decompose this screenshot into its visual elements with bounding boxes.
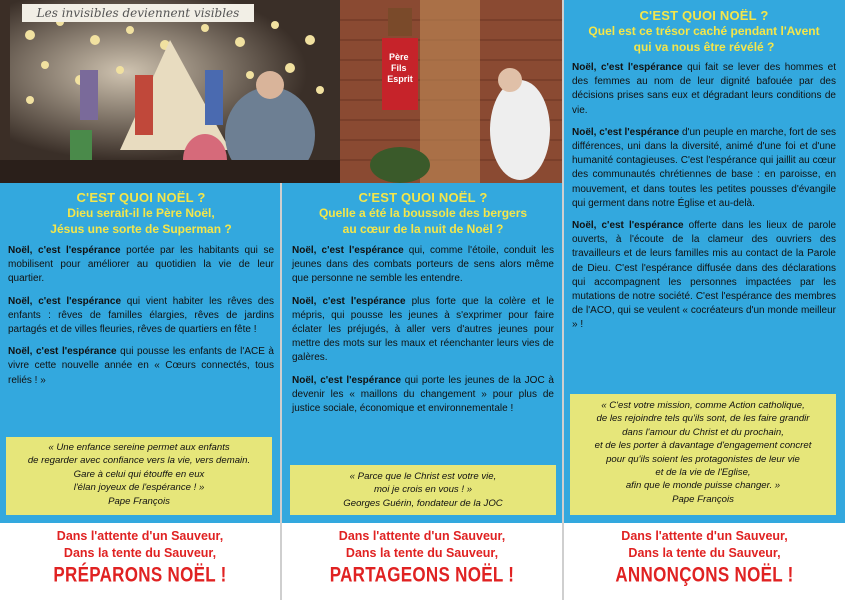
col1-heading: C'EST QUOI NOËL ? — [76, 190, 206, 205]
col2-paragraph — [292, 244, 554, 287]
sign-text — [387, 52, 413, 84]
quote-line: l'élan joyeux de l'espérance ! » — [73, 482, 205, 494]
col2-content — [292, 190, 554, 424]
lead-text: Noël, c'est l'espérance — [572, 220, 684, 232]
col1-subheading: Jésus une sorte de Superman ? — [50, 222, 232, 236]
col1-body — [8, 244, 274, 388]
lead-text: Noël, c'est l'espérance — [292, 374, 402, 386]
col2-subheading: Quelle a été la boussole des bergers — [318, 206, 528, 220]
col3-paragraph — [572, 61, 836, 118]
footer-line: Dans l'attente d'un Sauveur, — [338, 529, 506, 543]
col3-content — [572, 8, 836, 341]
column-divider — [562, 0, 564, 600]
quote-line: et de les porter à davantage d'engagement concret — [594, 440, 812, 452]
sign-word: Esprit — [387, 74, 413, 84]
col2-paragraph — [292, 374, 554, 417]
para-text: portée par les habitants qui se mobilisent pour améliorer au quotidien la vie de leur quartier. — [8, 245, 274, 285]
banner-text: Les invisibles deviennent visibles — [22, 4, 254, 22]
footer-line: Dans la tente du Sauveur, — [345, 546, 499, 560]
nativity-photo — [0, 0, 562, 183]
footer-line: Dans l'attente d'un Sauveur, — [621, 529, 788, 543]
footer-line: Dans la tente du Sauveur, — [628, 546, 781, 560]
col2-subheading: au cœur de la nuit de Noël ? — [342, 222, 504, 236]
quote-line: pour qu'ils soient les protagonistes de leur vie — [606, 453, 800, 465]
col3-subheading: Quel est ce trésor caché pendant l'Avent — [588, 24, 820, 38]
quote-author: Georges Guérin, fondateur de la JOC — [343, 497, 503, 509]
lead-text: Noël, c'est l'espérance — [8, 245, 121, 256]
lead-text: Noël, c'est l'espérance — [572, 62, 683, 73]
col2-heading: C'EST QUOI NOËL ? — [358, 190, 488, 205]
col1-quote — [6, 437, 272, 515]
quote-author: Pape François — [672, 493, 734, 505]
footer-line: Dans la tente du Sauveur, — [63, 546, 217, 560]
col3-subheading: qui va nous être révélé ? — [633, 40, 775, 54]
quote-line: afin que le monde puisse changer. » — [625, 480, 781, 492]
quote-line: moi je crois en vous ! » — [373, 484, 473, 496]
col1-footer — [0, 528, 280, 588]
para-text: d'un peuple en marche, fort de ses différences, uni dans la diversité, animé d'une foi et d'une humanité contagieuses. C'est l'espérance qui jaillit au cœur des communautés chrétiennes de base : en paroisse, en mouvement, et dans toutes les petites pousses d'évangile qui germent dans notre Église et au-delà. — [572, 126, 837, 209]
quote-line: « Une enfance sereine permet aux enfants — [48, 442, 230, 453]
sign-word: Fils — [390, 63, 407, 73]
col2-body — [292, 244, 554, 416]
quote-line: « C'est votre mission, comme Action catholique, — [601, 400, 805, 411]
quote-line: Gare à celui qui étouffe en eux — [73, 468, 205, 480]
col1-paragraph — [8, 295, 274, 338]
footer-title: PARTAGEONS NOËL ! — [329, 562, 515, 587]
lead-text: Noël, c'est l'espérance — [8, 295, 122, 307]
quote-line: de les rejoindre tels qu'ils sont, de les faire grandir — [596, 413, 810, 425]
col3-paragraph — [572, 126, 836, 211]
lead-text: Noël, c'est l'espérance — [8, 346, 117, 358]
col1-paragraph — [8, 244, 274, 287]
lead-text: Noël, c'est l'espérance — [572, 126, 680, 138]
para-text: qui, comme l'étoile, conduit les jeunes dans des combats porteurs de sens alors même que personne ne semble les entendre. — [292, 245, 554, 285]
col1-paragraph — [8, 345, 274, 388]
col3-paragraph — [572, 219, 836, 333]
col3-quote — [570, 394, 836, 515]
col3-body — [572, 61, 836, 333]
para-text: qui porte les jeunes de la JOC à devenir les « maillons du changement » pour plus de justice sociale, économique et environnementale ! — [292, 374, 554, 415]
quote-line: et de la vie de l'Eglise, — [655, 467, 751, 479]
lead-text: Noël, c'est l'espérance — [292, 295, 406, 307]
lead-text: Noël, c'est l'espérance — [292, 245, 404, 256]
col2-paragraph — [292, 295, 554, 366]
para-text: offerte dans les lieux de parole ouverts, à l'écoute de la clameur des ouvriers des travailleurs et de leurs familles mis au contact de la Parole de Dieu. C'est l'espérance diffusée dans des déclarations qui accompagnent les personnes impactées par les mutations de notre société. C'est l'espérance des membres de l'ACO, qui se veulent « cocréateurs d'un monde meilleur » ! — [572, 220, 837, 331]
para-text: plus forte que la colère et le mépris, qui pousse les jeunes à s'exprimer pour faire éclater les préjugés, à aller vers d'autres jeunes pour mettre des mots sur les maux et réenchanter leurs vies de galères. — [292, 295, 555, 364]
para-text: qui vient habiter les rêves des enfants : rêves de familles élargies, rêves de jardins partagés et de villes fleuries, rêves de quartiers en fête ! — [8, 295, 275, 336]
para-text: qui pousse les enfants de l'ACE à vivre cette nouvelle année en « Cœurs connectés, tous reliés ! » — [8, 346, 274, 386]
footer-title: PRÉPARONS NOËL ! — [53, 562, 227, 587]
col2-quote — [290, 465, 556, 515]
quote-author: Pape François — [108, 495, 170, 507]
quote-line: dans l'amour du Christ et du prochain, — [622, 426, 784, 438]
col1-subheading: Dieu serait-il le Père Noël, — [67, 206, 215, 220]
col2-footer — [282, 528, 562, 588]
nativity-scene-image — [0, 0, 562, 183]
quote-line: « Parce que le Christ est votre vie, — [349, 471, 497, 482]
col3-footer — [564, 528, 845, 588]
sign-word: Père — [388, 52, 409, 62]
footer-line: Dans l'attente d'un Sauveur, — [56, 529, 224, 543]
footer-title: ANNONÇONS NOËL ! — [615, 562, 794, 587]
para-text: qui fait se lever des hommes et des femmes au nom de leur dignité bafouée par des décisions prises sans eux et dégradant leurs conditions de vie. — [572, 62, 836, 116]
col3-heading: C'EST QUOI NOËL ? — [639, 8, 769, 23]
col1-content — [8, 190, 274, 396]
quote-line: de regarder avec confiance vers la vie, vers demain. — [27, 455, 251, 467]
